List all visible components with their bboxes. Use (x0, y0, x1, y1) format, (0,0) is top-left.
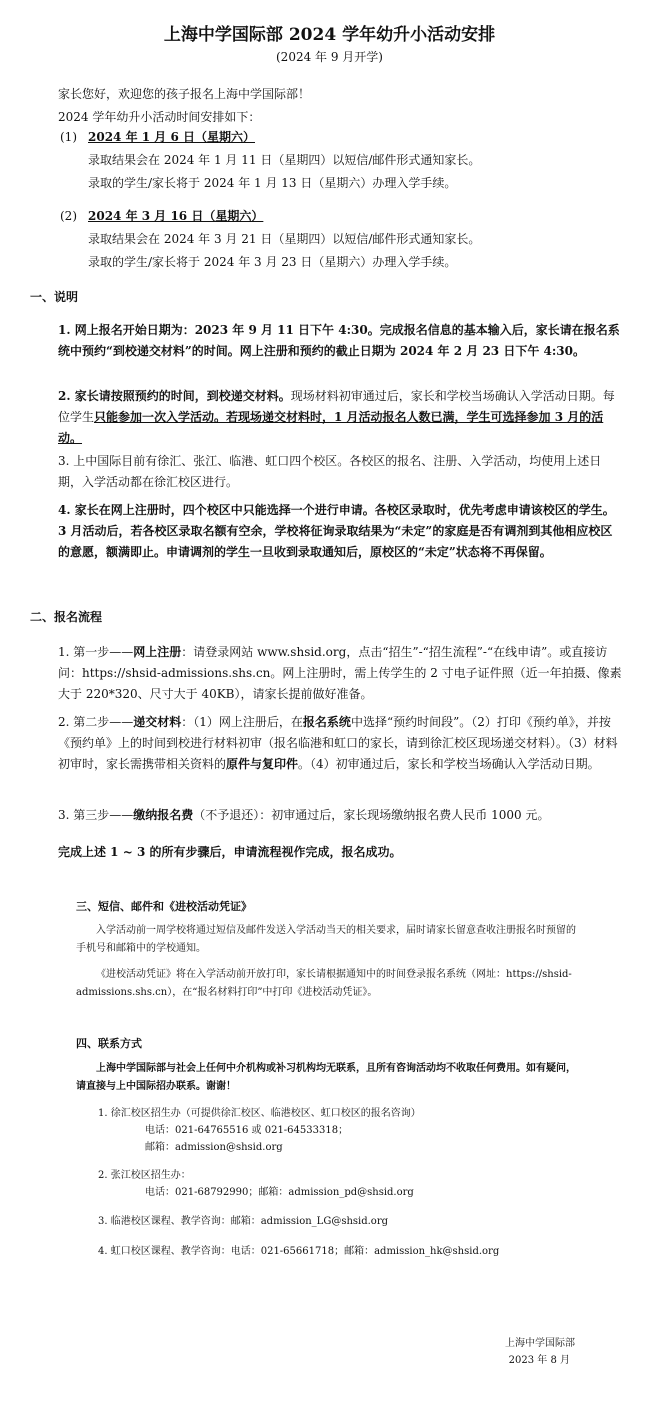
item-2-bold-lead: 2. 家长请按照预约的时间，到校递交材料。 (58, 389, 291, 403)
section-3-para-2: 《进校活动凭证》将在入学活动前开放打印，家长请根据通知中的时间登录报名系统（网址：https://shsid-admissions.shs.cn），在“报名材料打印”中打印《进校活动凭证》。 (76, 969, 572, 998)
section-1-item-3: 3. 上中国际目前有徐汇、张江、临港、虹口四个校区。各校区的报名、注册、入学活动，均使用上述日期，入学活动都在徐汇校区进行。 (58, 454, 602, 489)
contact-1-phone: 电话：021-64765516 或 021-64533318； (145, 1125, 349, 1136)
completion-note: 完成上述 1 ~ 3 的所有步骤后，申请流程视作完成，报名成功。 (58, 845, 402, 859)
document-title: 上海中学国际部 2024 学年幼升小活动安排 (163, 25, 496, 45)
step-1-label: 1. 第一步—— (58, 645, 134, 659)
greeting: 家长您好，欢迎您的孩子报名上海中学国际部！ (58, 87, 311, 101)
session-2-enroll: 录取的学生/家长将于 2024 年 3 月 23 日（星期六）办理入学手续。 (88, 255, 457, 269)
document-subtitle: (2024 年 9 月开学) (276, 50, 383, 64)
step-2-title: 递交材料 (133, 715, 182, 729)
section-1-heading: 一、说明 (30, 290, 79, 304)
step-2-body-a: ：（1）网上注册后，在 (181, 715, 303, 729)
section-3-heading: 三、短信、邮件和《进校活动凭证》 (76, 900, 252, 913)
session-2-number: (2) (60, 209, 77, 223)
section-4-notice: 上海中学国际部与社会上任何中介机构或补习机构均无联系，且所有咨询活动均不收取任何费用。如有疑问，请直接与上中国际招办联系。谢谢！ (76, 1063, 576, 1092)
step-3-label: 3. 第三步—— (58, 808, 134, 822)
session-1-enroll: 录取的学生/家长将于 2024 年 1 月 13 日（星期六）办理入学手续。 (88, 176, 457, 190)
step-3-title: 缴纳报名费 (133, 808, 194, 822)
section-1-item-1: 1. 网上报名开始日期为：2023 年 9 月 11 日下午 4:30。完成报名信息的基本输入后，家长请在报名系统中预约“到校递交材料”的时间。网上注册和预约的截止日期为 2024 年 2 月 23 日下午 4:30。 (58, 323, 620, 358)
session-1-date: 2024 年 1 月 6 日（星期六） (88, 130, 255, 144)
contact-2-details: 电话：021-68792990；邮箱：admission_pd@shsid.org (145, 1187, 414, 1198)
step-2-originals: 原件与复印件 (226, 757, 299, 771)
footer-org: 上海中学国际部 (505, 1338, 575, 1349)
item-2-underlined: 只能参加一次入学活动。若现场递交材料时，1 月活动报名人数已满，学生可选择参加 3 月的活动。 (58, 410, 604, 445)
step-2-body-c: 。（4）初审通过后，家长和学校当场确认入学活动日期。 (298, 757, 600, 771)
session-1-number: (1) (60, 130, 77, 144)
section-1-item-2 (58, 386, 623, 449)
section-1-item-4: 4. 家长在网上注册时，四个校区中只能选择一个进行申请。各校区录取时，优先考虑申请该校区的学生。3 月活动后，若各校区录取名额有空余，学校将征询录取结果为“未定”的家庭是否有调剂到其他相应校区的意愿，额满即止。申请调剂的学生一旦收到录取通知后，原校区的“未定”状态将不再保留。 (58, 503, 615, 559)
step-1-body: ：请登录网站 www.shsid.org，点击“招生”-“招生流程”-“在线申请”。或直接访问：https://shsid-admissions.shs.cn。网上注册时，需上传学生的 2 寸电子证件照（近一年拍摄、像素大于 220*320、尺寸大于 40KB），请家长提前做好准备。 (58, 645, 622, 701)
schedule-intro: 2024 学年幼升小活动时间安排如下： (58, 110, 261, 124)
step-3-body: （不予退还）：初审通过后，家长现场缴纳报名费人民币 1000 元。 (193, 808, 550, 822)
section-2-heading: 二、报名流程 (30, 610, 103, 624)
session-2-date: 2024 年 3 月 16 日（星期六） (88, 209, 264, 223)
step-3 (58, 805, 623, 826)
section-4-heading: 四、联系方式 (76, 1037, 142, 1050)
step-2 (58, 712, 623, 775)
step-1-title: 网上注册 (133, 645, 182, 659)
contact-3: 3. 临港校区课程、教学咨询：邮箱：admission_LG@shsid.org (98, 1216, 388, 1227)
session-2-result: 录取结果会在 2024 年 3 月 21 日（星期四）以短信/邮件形式通知家长。 (88, 232, 481, 246)
contact-2-title: 2. 张江校区招生办： (98, 1170, 191, 1181)
contact-4: 4. 虹口校区课程、教学咨询：电话：021-65661718；邮箱：admission_hk@shsid.org (98, 1246, 500, 1257)
step-2-body-b: 中选择“预约时间段”。（2）打印《预约单》，并按《预约单》上的时间到校进行材料初审（报名临港和虹口的家长，请到徐汇校区现场递交材料）。（3）材料初审时，家长需携带相关资料的 (58, 715, 618, 771)
step-1 (58, 642, 623, 705)
session-1-result: 录取结果会在 2024 年 1 月 11 日（星期四）以短信/邮件形式通知家长。 (88, 153, 481, 167)
item-2-normal: 现场材料初审通过后，家长和学校当场确认入学活动日期。每位学生 (58, 389, 615, 424)
footer-date: 2023 年 8 月 (508, 1355, 570, 1366)
step-2-system: 报名系统 (302, 715, 351, 729)
section-3-para-1: 入学活动前一周学校将通过短信及邮件发送入学活动当天的相关要求，届时请家长留意查收注册报名时预留的手机号和邮箱中的学校通知。 (76, 925, 576, 954)
contact-1-email: 邮箱：admission@shsid.org (145, 1142, 283, 1153)
step-2-label: 2. 第二步—— (58, 715, 134, 729)
contact-1-title: 1. 徐汇校区招生办（可提供徐汇校区、临港校区、虹口校区的报名咨询） (98, 1108, 421, 1119)
